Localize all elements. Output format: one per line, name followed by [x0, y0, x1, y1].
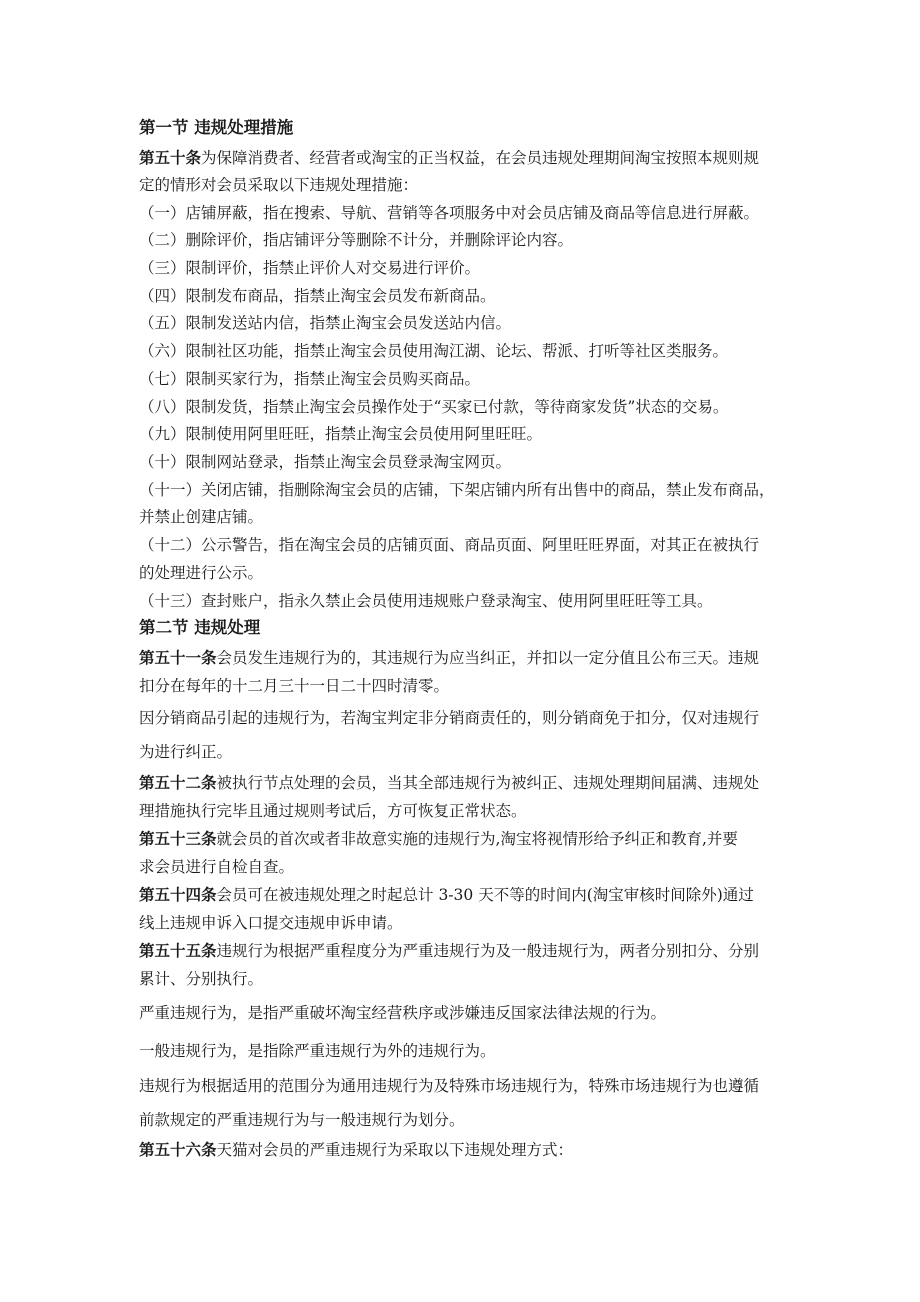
article-text: 会员可在被违规处理之时起总计 3-30 天不等的时间内(淘宝审核时间除外)通过: [216, 886, 754, 904]
article-51-paragraph-line-2: 为进行纠正。: [139, 743, 233, 761]
measure-item: （十二）公示警告，指在淘宝会员的店铺页面、商品页面、阿里旺旺界面，对其正在被执行: [139, 536, 760, 554]
article-50-line-1: [139, 148, 789, 168]
measure-item: （十）限制网站登录，指禁止淘宝会员登录淘宝网页。: [139, 453, 512, 471]
article-55-line-2: 累计、分别执行。: [139, 970, 264, 988]
article-label: 第五十条: [139, 149, 202, 167]
article-label: 第五十五条: [139, 942, 217, 960]
measure-item: （八）限制发货，指禁止淘宝会员操作处于“买家已付款，等待商家发货”状态的交易。: [139, 398, 729, 416]
article-text: 天猫对会员的严重违规行为采取以下违规处理方式：: [216, 1141, 574, 1159]
article-51-line-2: 扣分在每年的十二月三十一日二十四时清零。: [139, 677, 450, 695]
article-51-paragraph-line-1: 因分销商品引起的违规行为，若淘宝判定非分销商责任的，则分销商免于扣分，仅对违规行: [139, 709, 760, 727]
measure-item: （三）限制评价，指禁止评价人对交易进行评价。: [139, 259, 481, 277]
measure-item: （十一）关闭店铺，指删除淘宝会员的店铺，下架店铺内所有出售中的商品，禁止发布商品，: [139, 481, 775, 499]
article-text: 违规行为根据严重程度分为严重违规行为及一般违规行为，两者分别扣分、分别: [216, 942, 760, 960]
article-54-line-2: 线上违规申诉入口提交违规申诉申请。: [139, 914, 403, 932]
article-55-paragraph-1: 严重违规行为，是指严重破坏淘宝经营秩序或涉嫌违反国家法律法规的行为。: [139, 1004, 667, 1022]
article-50-line-2: 定的情形对会员采取以下违规处理措施：: [139, 176, 419, 194]
article-text: 就会员的首次或者非故意实施的违规行为,淘宝将视情形给予纠正和教育,并要: [216, 830, 738, 848]
article-51-line-1: [139, 648, 789, 668]
article-label: 第五十四条: [139, 886, 217, 904]
article-55-paragraph-3-line-1: 违规行为根据适用的范围分为通用违规行为及特殊市场违规行为，特殊市场违规行为也遵循: [139, 1077, 760, 1095]
measure-item: （七）限制买家行为，指禁止淘宝会员购买商品。: [139, 370, 481, 388]
article-label: 第五十三条: [139, 830, 217, 848]
article-54-line-1: [139, 885, 789, 905]
section-heading-2: 第二节 违规处理: [139, 618, 261, 637]
article-55-paragraph-2: 一般违规行为，是指除严重违规行为外的违规行为。: [139, 1042, 496, 1060]
measure-item: （二）删除评价，指店铺评分等删除不计分，并删除评论内容。: [139, 231, 574, 249]
article-52-line-2: 理措施执行完毕且通过规则考试后，方可恢复正常状态。: [139, 802, 527, 820]
article-52-line-1: [139, 773, 789, 793]
article-text: 会员发生违规行为的，其违规行为应当纠正，并扣以一定分值且公布三天。违规: [216, 649, 760, 667]
article-55-paragraph-3-line-2: 前款规定的严重违规行为与一般违规行为划分。: [139, 1111, 465, 1129]
article-55-line-1: [139, 941, 789, 961]
measure-item: （四）限制发布商品，指禁止淘宝会员发布新商品。: [139, 287, 496, 305]
article-text: 为保障消费者、经营者或淘宝的正当权益，在会员违规处理期间淘宝按照本规则规: [201, 149, 760, 167]
measure-item: （十三）查封账户，指永久禁止会员使用违规账户登录淘宝、使用阿里旺旺等工具。: [139, 592, 713, 610]
article-text: 被执行节点处理的会员，当其全部违规行为被纠正、违规处理期间届满、违规处: [216, 774, 760, 792]
measure-item: 并禁止创建店铺。: [139, 508, 264, 526]
article-53-line-2: 求会员进行自检自查。: [139, 858, 295, 876]
article-label: 第五十二条: [139, 774, 217, 792]
article-label: 第五十一条: [139, 649, 217, 667]
article-53-line-1: [139, 829, 789, 849]
section-heading-1: 第一节 违规处理措施: [139, 118, 294, 137]
measure-item: （五）限制发送站内信，指禁止淘宝会员发送站内信。: [139, 314, 512, 332]
article-label: 第五十六条: [139, 1141, 217, 1159]
measure-item: 的处理进行公示。: [139, 564, 264, 582]
article-56-line-1: [139, 1140, 789, 1160]
measure-item: （九）限制使用阿里旺旺，指禁止淘宝会员使用阿里旺旺。: [139, 425, 543, 443]
measure-item: （一）店铺屏蔽，指在搜索、导航、营销等各项服务中对会员店铺及商品等信息进行屏蔽。: [139, 204, 760, 222]
measure-item: （六）限制社区功能，指禁止淘宝会员使用淘江湖、论坛、帮派、打听等社区类服务。: [139, 342, 729, 360]
